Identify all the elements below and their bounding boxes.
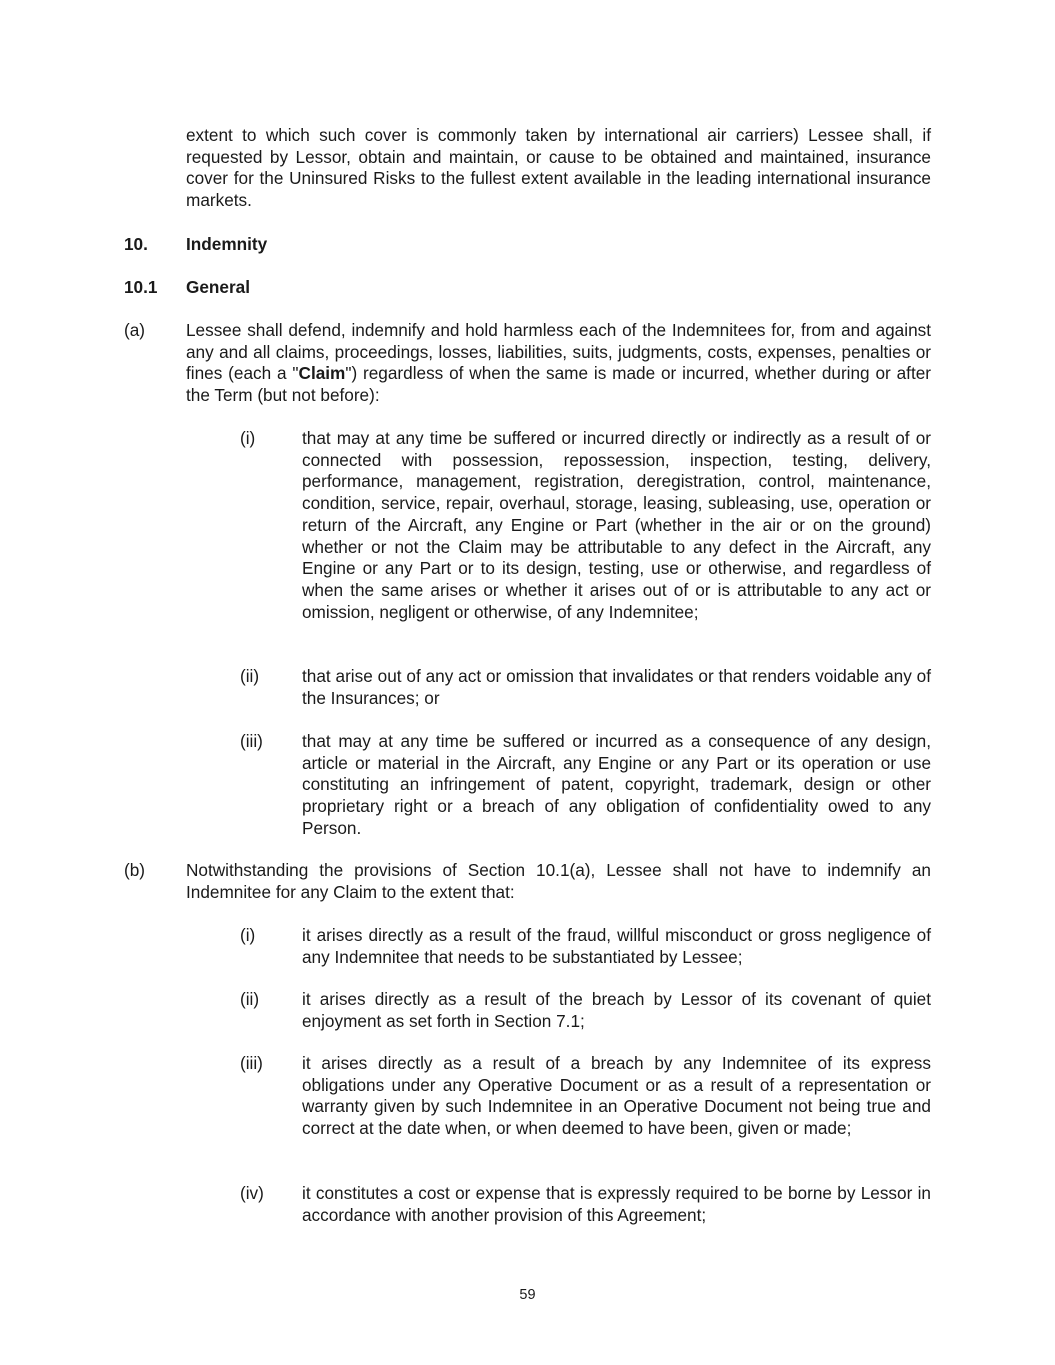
section-number: 10.: [124, 234, 148, 254]
clause-a-item-ii-marker: (ii): [240, 666, 260, 686]
clause-a-text: [186, 320, 931, 407]
clause-b-marker: (b): [124, 860, 146, 880]
clause-a-text-after: ") regardless of when the same is made or incurred, whether during or after the Term (but not before):: [186, 363, 931, 406]
clause-a-item-i-text: that may at any time be suffered or incurred directly or indirectly as a result of or connected with possession, repossession, inspection, testing, delivery, performance, management, registration, deregistration, control, maintenance, condition, service, repair, overhaul, storage, leasing, subleasing, use, operation or return of the Aircraft, any Engine or Part (whether in the air or on the ground) whether or not the Claim may be attributable to any defect in the Aircraft, any Engine or any Part or to its design, testing, use or otherwise, and regardless of when the same arises or whether it arises out of or is attributable to any act or omission, negligent or otherwise, of any Indemnitee;: [302, 428, 931, 622]
intro-paragraph: extent to which such cover is commonly taken by international air carriers) Lessee shall, if requested by Lessor, obtain and maintain, or cause to be obtained and maintained, insurance cover for the Uninsured Risks to the fullest extent available in the leading international insurance markets.: [186, 125, 931, 211]
page-number: 59: [519, 1287, 536, 1303]
clause-a-item-i-marker: (i): [240, 428, 256, 448]
clause-a-text-before: Lessee shall defend, indemnify and hold harmless each of the Indemnitees for, from and against any and all claims, proceedings, losses, liabilities, suits, judgments, costs, expenses, penalties or fines (each a ": [186, 320, 931, 384]
clause-b-item-iv-text: it constitutes a cost or expense that is expressly required to be borne by Lessor in accordance with another provision of this Agreement;: [302, 1183, 931, 1225]
clause-a-item-ii-text: that arise out of any act or omission that invalidates or that renders voidable any of the Insurances; or: [302, 666, 931, 708]
subsection-title: General: [186, 277, 251, 297]
clause-b-text: Notwithstanding the provisions of Section 10.1(a), Lessee shall not have to indemnify an Indemnitee for any Claim to the extent that:: [186, 860, 931, 902]
clause-b-item-ii-marker: (ii): [240, 989, 260, 1009]
clause-b-item-iii-text: it arises directly as a result of a breach by any Indemnitee of its express obligations under any Operative Document or as a result of a representation or warranty given by such Indemnitee in an Operative Document not being true and correct at the date when, or when deemed to have been, given or made;: [302, 1053, 931, 1139]
clause-a-item-iii-text: that may at any time be suffered or incurred as a consequence of any design, article or material in the Aircraft, any Engine or any Part or its operation or use constituting an infringement of patent, copyright, trademark, design or other proprietary right or a breach of any obligation of confidentiality owed to any Person.: [302, 731, 931, 838]
clause-b-item-i-marker: (i): [240, 925, 256, 945]
subsection-number: 10.1: [124, 277, 158, 297]
clause-b-item-iii-marker: (iii): [240, 1053, 263, 1073]
section-title: Indemnity: [186, 234, 268, 254]
clause-a-marker: (a): [124, 320, 146, 340]
clause-b-item-ii-text: it arises directly as a result of the breach by Lessor of its covenant of quiet enjoyment as set forth in Section 7.1;: [302, 989, 931, 1031]
clause-a-item-iii-marker: (iii): [240, 731, 263, 751]
clause-b-item-iv-marker: (iv): [240, 1183, 264, 1203]
clause-b-item-i-text: it arises directly as a result of the fraud, willful misconduct or gross negligence of any Indemnitee that needs to be substantiated by Lessee;: [302, 925, 931, 967]
defined-term-claim: Claim: [298, 363, 346, 384]
